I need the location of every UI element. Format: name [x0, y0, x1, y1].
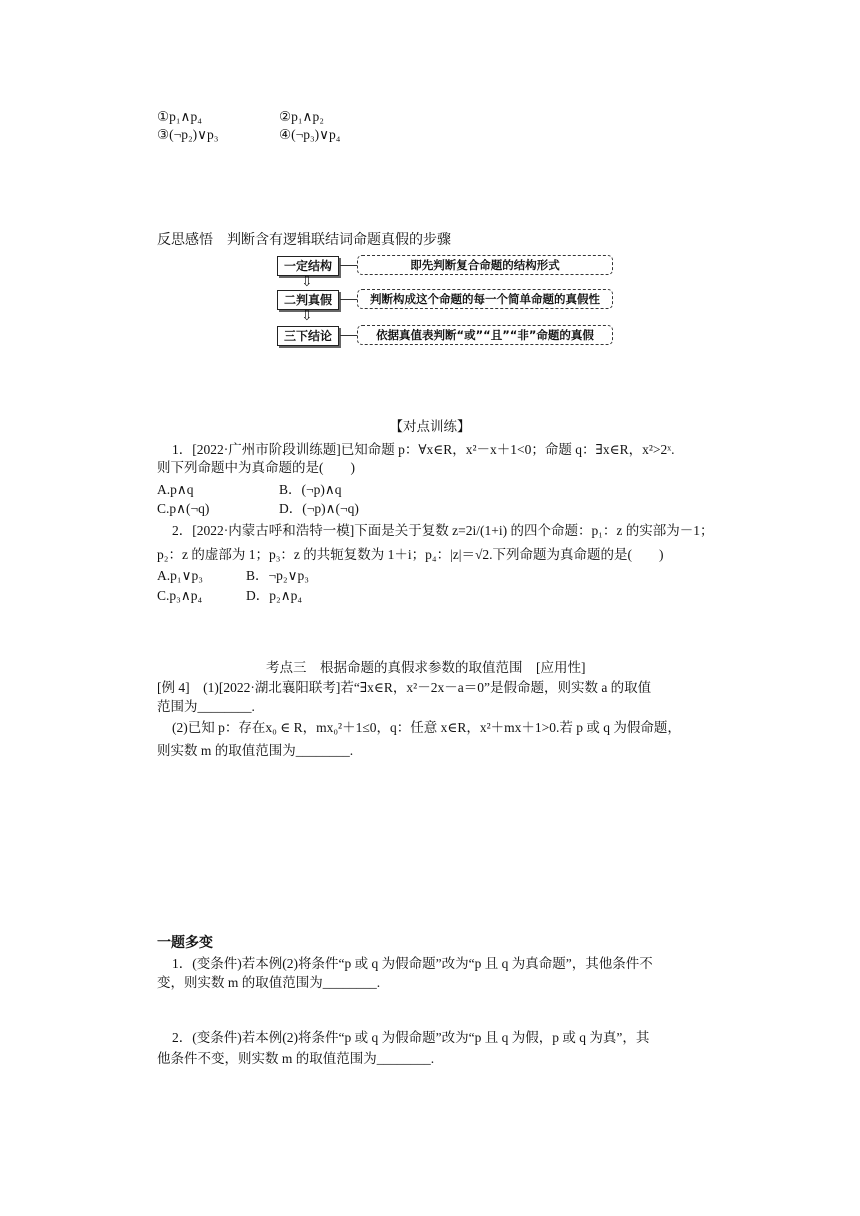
q1-line2: 则下列命题中为真命题的是( ) — [157, 460, 355, 475]
q1-line1: 1．[2022·广州市阶段训练题]已知命题 p：∀x∈R，x²－x＋1<0；命题 q：∃x∈R，x²>2ˣ. — [172, 442, 675, 457]
variations-title: 一题多变 — [157, 935, 213, 951]
step-1-label: 一定结构 — [277, 256, 339, 276]
example-line3: (2)已知 p：存在x₀ ∈ R，mx₀²＋1≤0，q：任意 x∈R，x²＋mx＋1>0.若 p 或 q 为假命题， — [172, 720, 681, 735]
variation-2-line2: 他条件不变，则实数 m 的取值范围为________. — [157, 1051, 435, 1066]
option-4: ④(¬p₃)∨p₄ — [279, 127, 341, 142]
q2-option-b: B．¬p₂∨p₃ — [246, 568, 309, 583]
reflection-title: 反思感悟 判断含有逻辑联结词命题真假的步骤 — [157, 232, 451, 248]
section-title: 考点三 根据命题的真假求参数的取值范围 [应用性] — [266, 660, 586, 675]
option-1: ①p₁∧p₄ — [157, 109, 202, 124]
q2-line2: p₂：z 的虚部为 1；p₃：z 的共轭复数为 1＋i；p₄：|z|＝√2.下列命题为真命题的是( ) — [157, 547, 664, 562]
step-2-connector — [340, 299, 357, 300]
q2-option-c: C.p₃∧p₄ — [157, 588, 203, 603]
example-line2: 范围为________. — [157, 699, 255, 714]
arrow-down-icon: ⇩ — [301, 309, 313, 324]
step-2-text: 判断构成这个命题的每一个简单命题的真假性 — [357, 289, 613, 309]
training-title: 【对点训练】 — [389, 419, 471, 434]
step-1-text: 即先判断复合命题的结构形式 — [357, 255, 613, 275]
q1-option-d: D．(¬p)∧(¬q) — [279, 501, 359, 516]
q1-option-c: C.p∧(¬q) — [157, 501, 210, 516]
steps-flowchart — [277, 254, 617, 350]
q2-option-a: A.p₁∨p₃ — [157, 568, 203, 583]
q2-option-d: D．p₂∧p₄ — [246, 588, 303, 603]
example-line1: [例 4] (1)[2022·湖北襄阳联考]若“∃x∈R，x²－2x－a＝0”是假命题，则实数 a 的取值 — [157, 680, 652, 695]
variation-1-line2: 变，则实数 m 的取值范围为________. — [157, 975, 381, 990]
step-3-text: 依据真值表判断“或”“且”“非”命题的真假 — [357, 325, 613, 345]
q1-option-b: B．(¬p)∧q — [279, 482, 342, 497]
step-1-connector — [340, 265, 357, 266]
variation-1-line1: 1．(变条件)若本例(2)将条件“p 或 q 为假命题”改为“p 且 q 为真命题”，其他条件不 — [172, 956, 653, 971]
step-2-label: 二判真假 — [277, 290, 339, 310]
step-3-connector — [340, 335, 357, 336]
option-2: ②p₁∧p₂ — [279, 109, 324, 124]
variation-2-line1: 2．(变条件)若本例(2)将条件“p 或 q 为假命题”改为“p 且 q 为假，p 或 q 为真”，其 — [172, 1030, 650, 1045]
q1-option-a: A.p∧q — [157, 482, 194, 497]
q2-line1: 2．[2022·内蒙古呼和浩特一模]下面是关于复数 z=2i/(1+i) 的四个命题：p₁：z 的实部为－1； — [172, 523, 714, 538]
step-3-label: 三下结论 — [277, 326, 339, 346]
arrow-down-icon: ⇩ — [301, 275, 313, 290]
example-line4: 则实数 m 的取值范围为________. — [157, 743, 354, 758]
option-3: ③(¬p₂)∨p₃ — [157, 127, 219, 142]
